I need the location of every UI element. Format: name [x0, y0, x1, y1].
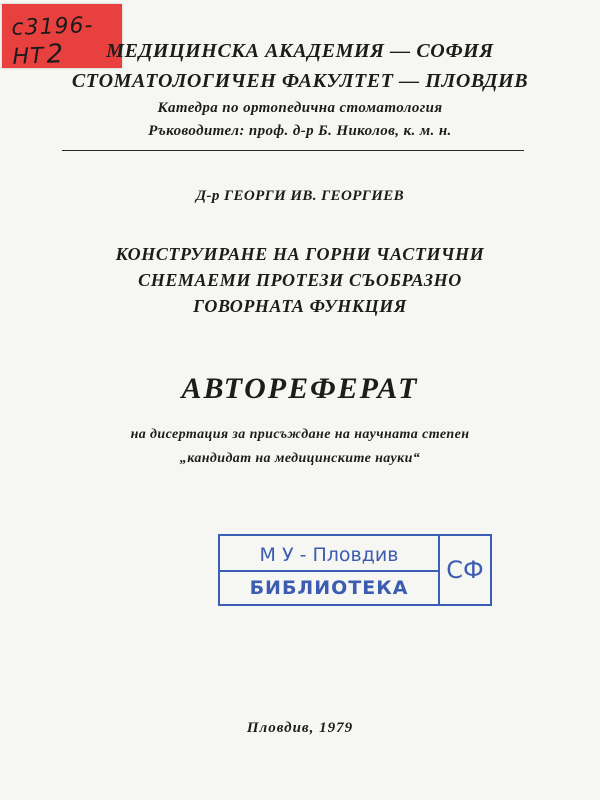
stamp-left-panel: [220, 536, 440, 604]
subtitle-line-2: „кандидат на медицинските науки“: [179, 451, 421, 466]
stamp-university: М У - Пловдив: [220, 540, 438, 572]
stamp-code: СФ: [446, 556, 484, 584]
header-faculty: СТОМАТОЛОГИЧЕН ФАКУЛТЕТ — ПЛОВДИВ: [71, 70, 529, 92]
header-supervisor: Ръководител: проф. д-р Б. Николов, к. м. н.: [148, 123, 452, 139]
sticker-suffix: 2: [45, 39, 65, 70]
header-department: Катедра по ортопедична стоматология: [157, 100, 443, 116]
library-stamp: [218, 534, 492, 606]
stamp-library: БИБЛИОТЕКА: [249, 577, 409, 599]
title-line-3: ГОВОРНАТА ФУНКЦИЯ: [193, 296, 407, 316]
sticker-number: с3196-НТ: [11, 13, 94, 70]
document-type: АВТОРЕФЕРАТ: [181, 372, 419, 405]
author-name: Д-р ГЕОРГИ ИВ. ГЕОРГИЕВ: [195, 188, 405, 204]
header-divider: [62, 150, 524, 151]
place-and-year: Пловдив, 1979: [246, 720, 354, 736]
title-line-1: КОНСТРУИРАНЕ НА ГОРНИ ЧАСТИЧНИ: [115, 244, 485, 264]
subtitle-line-1: на дисертация за присъждане на научната степен: [130, 427, 470, 442]
header-institution: МЕДИЦИНСКА АКАДЕМИЯ — СОФИЯ: [106, 40, 494, 62]
title-line-2: СНЕМАЕМИ ПРОТЕЗИ СЪОБРАЗНО: [138, 270, 462, 290]
